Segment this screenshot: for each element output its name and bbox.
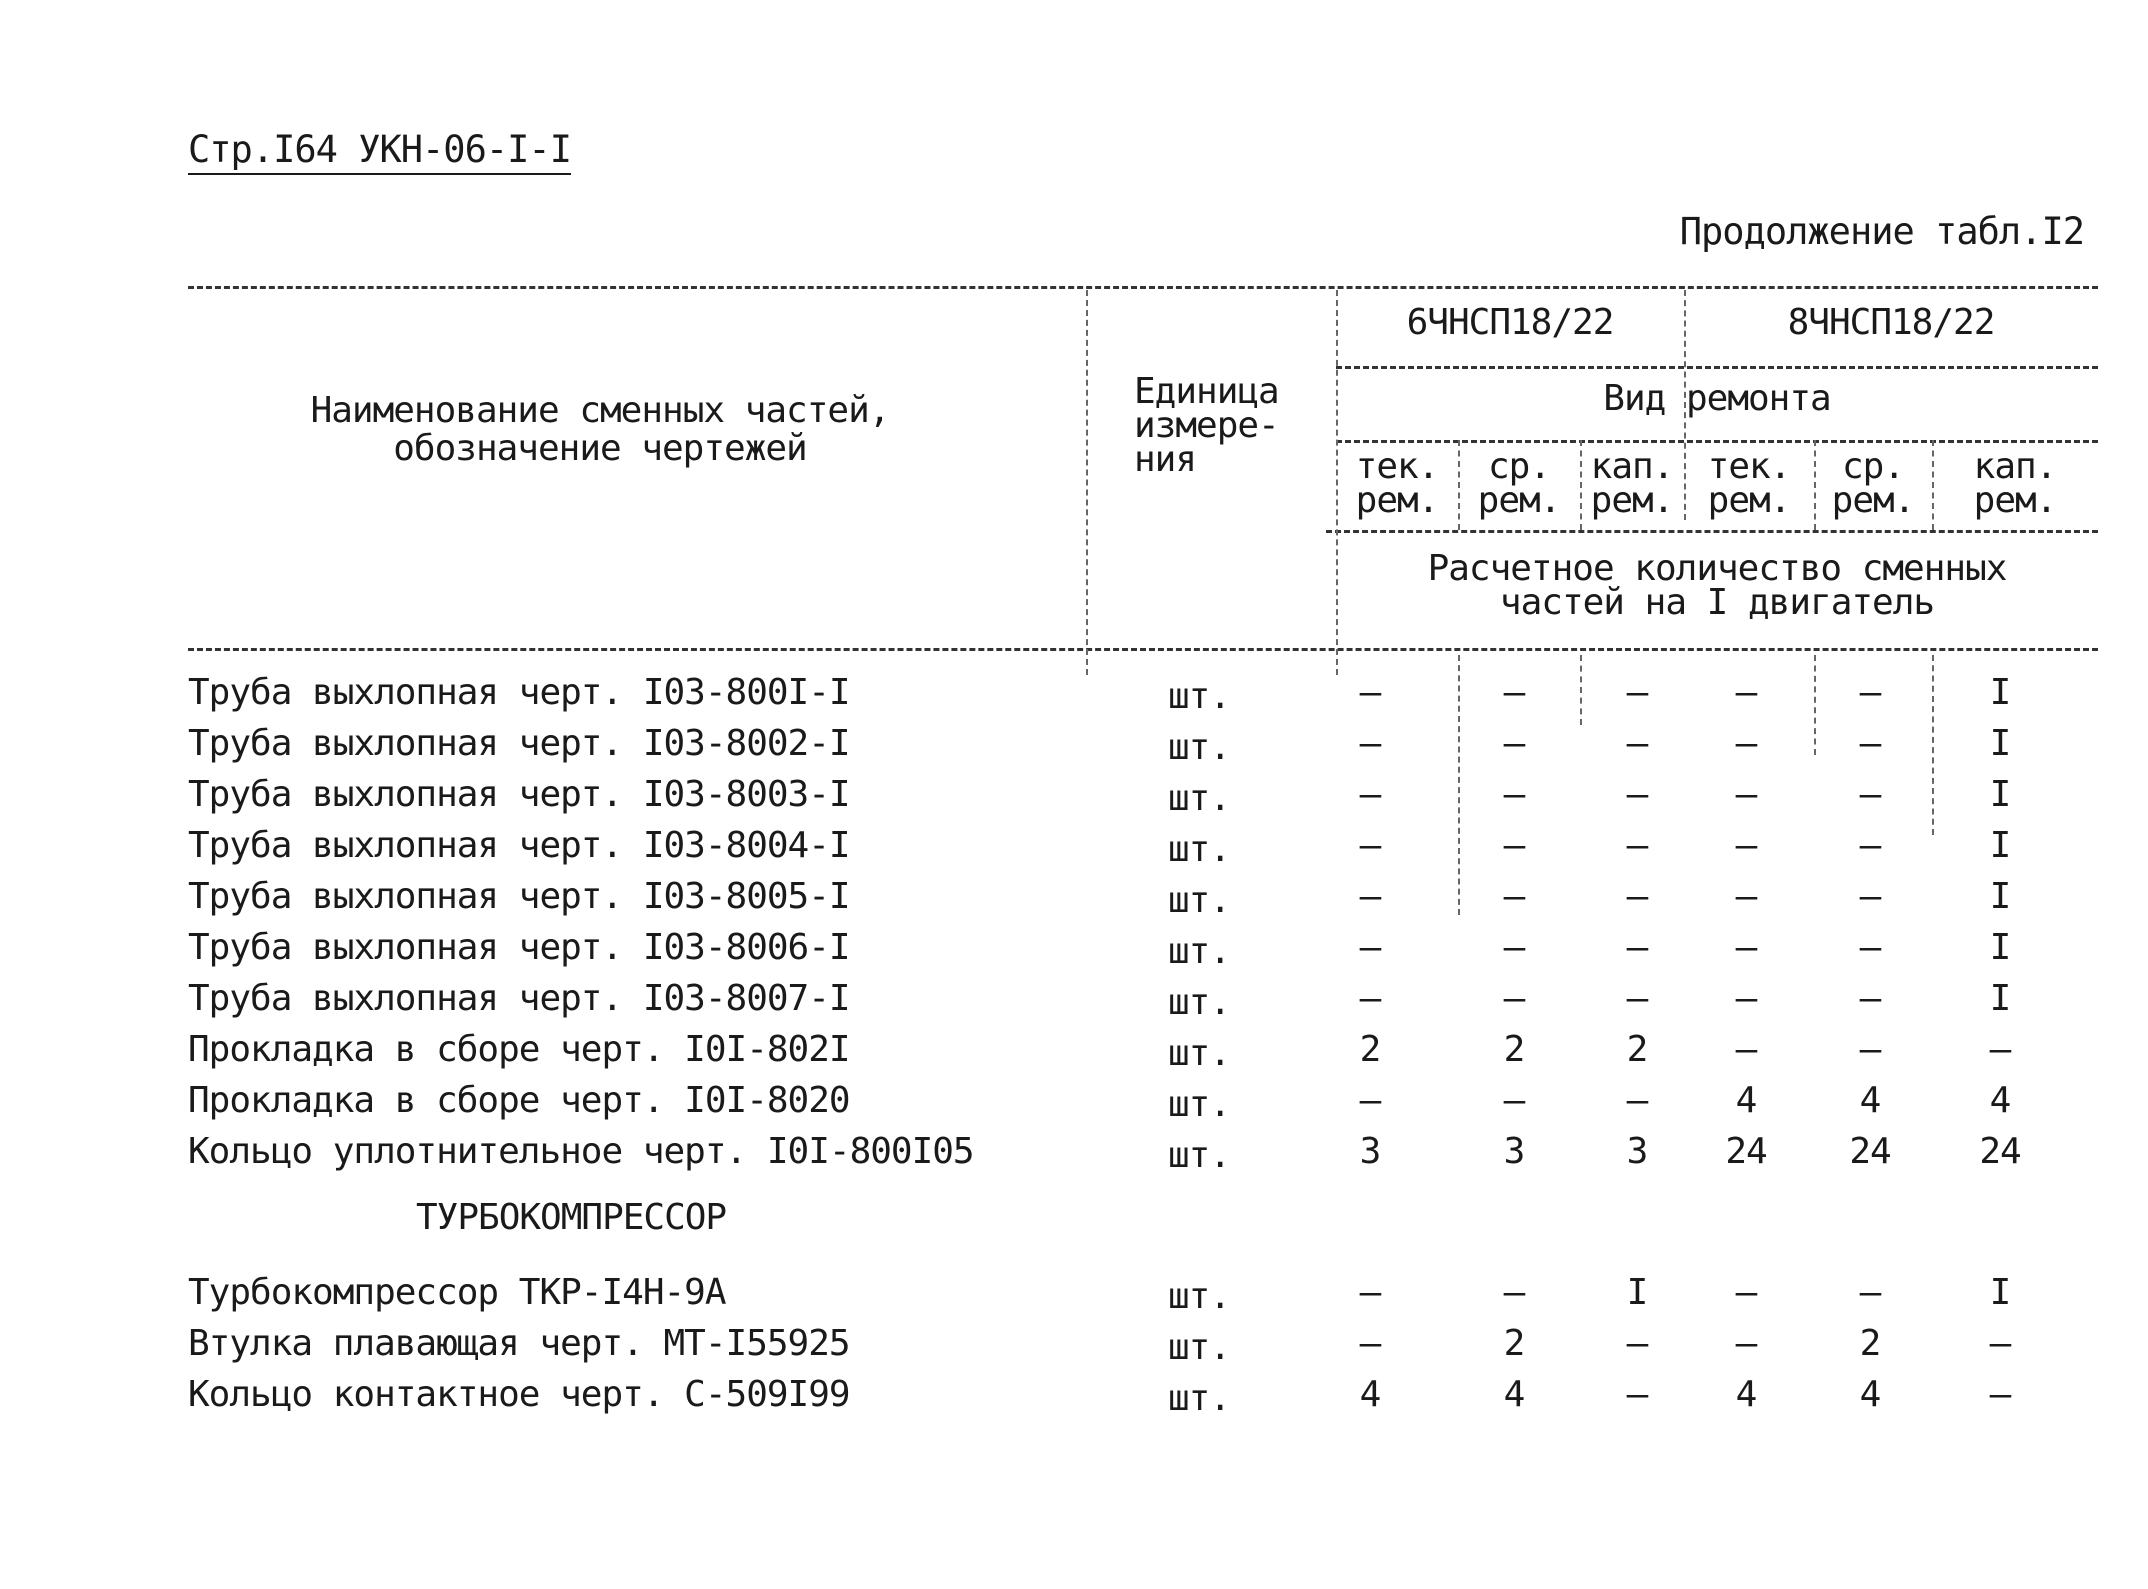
quantity-cell: 2	[1503, 1029, 1525, 1070]
unit-cell: шт.	[1168, 1033, 1231, 1074]
part-name: Труба выхлопная черт. I03-8004-I	[188, 825, 850, 866]
part-name: Втулка плавающая черт. МТ-I55925	[188, 1323, 850, 1364]
header-bottom-rule	[188, 648, 2098, 651]
table-row	[0, 1076, 2148, 1127]
quantity-cell: –	[1859, 825, 1881, 866]
quantity-cell: 4	[1503, 1374, 1525, 1415]
quantity-cell: –	[1503, 825, 1525, 866]
quantity-cell: –	[1359, 825, 1381, 866]
subcol-header-5	[1814, 446, 1932, 521]
part-name: Труба выхлопная черт. I03-8006-I	[188, 927, 850, 968]
name-header-line2: обозначение чертежей	[393, 428, 807, 469]
quantity-cell: –	[1503, 927, 1525, 968]
unit-cell: шт.	[1168, 1084, 1231, 1125]
name-header-line1: Наименование сменных частей,	[310, 390, 890, 431]
quantity-cell: –	[1735, 876, 1757, 917]
calc-note-line2: частей на I двигатель	[1499, 582, 1935, 623]
quantity-cell: 2	[1503, 1323, 1525, 1364]
quantity-cell: –	[1503, 876, 1525, 917]
quantity-cell: I	[1989, 774, 2011, 815]
quantity-cell: 4	[1989, 1080, 2011, 1121]
table-row	[0, 872, 2148, 923]
unit-cell: шт.	[1168, 880, 1231, 921]
subcol-1-line1: тек.	[1355, 446, 1439, 487]
unit-cell: шт.	[1168, 931, 1231, 972]
quantity-cell: –	[1626, 1323, 1648, 1364]
quantity-cell: I	[1989, 825, 2011, 866]
quantity-cell: 4	[1735, 1374, 1757, 1415]
parts-list	[0, 668, 2148, 1178]
unit-cell: шт.	[1168, 778, 1231, 819]
part-name: Турбокомпрессор ТКР-I4Н-9А	[188, 1272, 726, 1313]
quantity-cell: I	[1989, 978, 2011, 1019]
quantity-cell: –	[1359, 1323, 1381, 1364]
quantity-cell: –	[1859, 1029, 1881, 1070]
unit-cell: шт.	[1168, 829, 1231, 870]
unit-header-line2: измере-	[1134, 405, 1279, 446]
subcol-5-line2: рем.	[1831, 480, 1915, 521]
quantity-cell: –	[1503, 774, 1525, 815]
quantity-cell: I	[1989, 1272, 2011, 1313]
table-row	[0, 1268, 2148, 1319]
part-name: Прокладка в сборе черт. I0I-802I	[188, 1029, 850, 1070]
quantity-cell: –	[1626, 876, 1648, 917]
quantity-cell: 4	[1859, 1080, 1881, 1121]
unit-col-divider	[1086, 290, 1088, 675]
subcol-header-6	[1932, 446, 2098, 521]
quantity-cell: –	[1626, 825, 1648, 866]
quantity-cell: 2	[1359, 1029, 1381, 1070]
subcol-5-line1: ср.	[1841, 446, 1905, 487]
quantity-cell: –	[1503, 672, 1525, 713]
quantity-cell: –	[1626, 774, 1648, 815]
quantity-cell: –	[1359, 723, 1381, 764]
repair-type-header: Вид ремонта	[1603, 378, 1831, 419]
table-continuation-label: Продолжение табл.I2	[1679, 210, 2084, 253]
quantity-cell: 4	[1735, 1080, 1757, 1121]
quantity-cell: 3	[1626, 1131, 1648, 1172]
quantity-cell: –	[1359, 774, 1381, 815]
quantity-cell: 24	[1849, 1131, 1891, 1172]
quantity-cell: 3	[1503, 1131, 1525, 1172]
subcol-6-line2: рем.	[1973, 480, 2057, 521]
quantity-cell: 4	[1859, 1374, 1881, 1415]
quantity-cell: –	[1989, 1374, 2011, 1415]
quantity-cell: I	[1989, 927, 2011, 968]
unit-cell: шт.	[1168, 676, 1231, 717]
unit-cell: шт.	[1168, 982, 1231, 1023]
quantity-cell: –	[1626, 1374, 1648, 1415]
quantity-cell: –	[1989, 1029, 2011, 1070]
subcol-header-2	[1458, 446, 1580, 521]
subcol-6-line1: кап.	[1973, 446, 2057, 487]
table-row	[0, 974, 2148, 1025]
calc-quantity-note	[1336, 548, 2098, 623]
quantity-cell: –	[1735, 1323, 1757, 1364]
quantity-cell: –	[1359, 876, 1381, 917]
subcol-header-4	[1684, 446, 1814, 521]
turbo-parts-list	[0, 1268, 2148, 1421]
quantity-cell: I	[1989, 672, 2011, 713]
quantity-cell: –	[1626, 978, 1648, 1019]
engine-2-header: 8ЧНСП18/22	[1787, 302, 1995, 343]
section-title: ТУРБОКОМПРЕССОР	[416, 1197, 727, 1238]
quantity-cell: –	[1503, 1272, 1525, 1313]
subcol-3-line2: рем.	[1590, 480, 1674, 521]
unit-cell: шт.	[1168, 1378, 1231, 1419]
quantity-cell: –	[1859, 723, 1881, 764]
quantity-cell: –	[1359, 1272, 1381, 1313]
quantity-cell: –	[1735, 723, 1757, 764]
page-reference: Стр.I64 УКН-06-I-I	[188, 128, 571, 175]
quantity-cell: –	[1735, 1029, 1757, 1070]
table-row	[0, 770, 2148, 821]
table-row	[0, 821, 2148, 872]
quantity-cell: –	[1626, 723, 1648, 764]
quantity-cell: I	[1989, 876, 2011, 917]
part-name: Прокладка в сборе черт. I0I-8020	[188, 1080, 850, 1121]
unit-cell: шт.	[1168, 1276, 1231, 1317]
quantity-cell: 3	[1359, 1131, 1381, 1172]
quantity-cell: –	[1359, 672, 1381, 713]
quantity-cell: –	[1859, 672, 1881, 713]
engine-header-rule	[1336, 366, 2098, 369]
part-name: Труба выхлопная черт. I03-8005-I	[188, 876, 850, 917]
quantity-cell: –	[1859, 978, 1881, 1019]
table-row	[0, 1370, 2148, 1421]
quantity-cell: –	[1626, 1080, 1648, 1121]
quantity-cell: –	[1359, 927, 1381, 968]
quantity-cell: –	[1359, 1080, 1381, 1121]
quantity-cell: –	[1989, 1323, 2011, 1364]
subcol-3-line1: кап.	[1590, 446, 1674, 487]
quantity-cell: –	[1735, 978, 1757, 1019]
table-row	[0, 1127, 2148, 1178]
table-row	[0, 923, 2148, 974]
table-row	[0, 1025, 2148, 1076]
unit-cell: шт.	[1168, 727, 1231, 768]
unit-cell: шт.	[1168, 1135, 1231, 1176]
part-name: Труба выхлопная черт. I03-8007-I	[188, 978, 850, 1019]
subcol-header-1	[1336, 446, 1458, 521]
name-column-header	[290, 392, 910, 468]
quantity-cell: –	[1503, 978, 1525, 1019]
unit-cell: шт.	[1168, 1327, 1231, 1368]
quantity-cell: –	[1626, 672, 1648, 713]
quantity-cell: –	[1859, 774, 1881, 815]
part-name: Труба выхлопная черт. I03-8003-I	[188, 774, 850, 815]
quantity-cell: 2	[1626, 1029, 1648, 1070]
quantity-cell: –	[1735, 1272, 1757, 1313]
part-name: Кольцо контактное черт. С-509I99	[188, 1374, 850, 1415]
subcol-rule	[1326, 530, 2098, 533]
quantity-cell: –	[1503, 1080, 1525, 1121]
table-row	[0, 668, 2148, 719]
quantity-cell: –	[1859, 1272, 1881, 1313]
part-name: Кольцо уплотнительное черт. I0I-800I05	[188, 1131, 974, 1172]
subcol-4-line1: тек.	[1707, 446, 1791, 487]
part-name: Труба выхлопная черт. I03-8002-I	[188, 723, 850, 764]
quantity-cell: I	[1989, 723, 2011, 764]
quantity-cell: –	[1859, 876, 1881, 917]
table-row	[0, 1319, 2148, 1370]
part-name: Труба выхлопная черт. I03-800I-I	[188, 672, 850, 713]
subcol-2-line1: ср.	[1487, 446, 1551, 487]
quantity-cell: I	[1626, 1272, 1648, 1313]
calc-note-line1: Расчетное количество сменных	[1427, 548, 2007, 589]
table-row	[0, 719, 2148, 770]
quantity-cell: –	[1735, 774, 1757, 815]
repair-type-rule	[1336, 440, 2098, 443]
subcol-header-3	[1580, 446, 1684, 521]
table-top-rule	[188, 286, 2098, 289]
quantity-cell: –	[1626, 927, 1648, 968]
quantity-cell: –	[1859, 927, 1881, 968]
subcol-2-line2: рем.	[1477, 480, 1561, 521]
subcol-4-line2: рем.	[1707, 480, 1791, 521]
unit-column-header	[1134, 371, 1279, 480]
quantity-cell: –	[1503, 723, 1525, 764]
quantity-cell: –	[1359, 978, 1381, 1019]
quantity-cell: –	[1735, 825, 1757, 866]
quantity-cell: 24	[1979, 1131, 2021, 1172]
unit-header-line3: ния	[1134, 439, 1197, 480]
quantity-cell: 24	[1725, 1131, 1767, 1172]
quantity-cell: –	[1735, 672, 1757, 713]
quantity-cell: –	[1735, 927, 1757, 968]
quantity-cell: 2	[1859, 1323, 1881, 1364]
quantity-cell: 4	[1359, 1374, 1381, 1415]
engine-1-header: 6ЧНСП18/22	[1406, 302, 1614, 343]
subcol-1-line2: рем.	[1355, 480, 1439, 521]
unit-header-line1: Единица	[1134, 371, 1279, 412]
